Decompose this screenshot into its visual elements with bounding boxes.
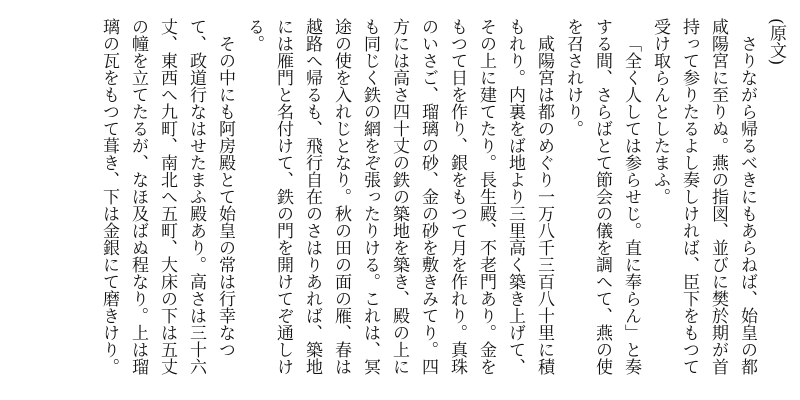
- section-heading: (原文): [766, 18, 786, 66]
- paragraph-3: 咸陽宮は都のめぐり一万八千三百八十里に積もれり。内裏をば地より三里高く築き上げて、その上に建てたり。長生殿、不老門あり。金をもつて日を作り、銀をもつて月を作れり。真珠のいさご、瑠璃の砂、金の砂を敷きみてり。四方には高さ四十丈の鉄の築地を築き、殿の上にも同じく鉄の網をぞ張ったりける。これは、冥途の使を入れじとなり。秋の田の面の雁、春は越路へ帰るも、飛行自在のさはりあれば、築地には雁門と名付けて、鉄の門を開けてぞ通しける。: [244, 18, 554, 375]
- paragraph-4: その中にも阿房殿とて始皇の常は行幸なつて、政道行なはせたまふ殿あり。高さは三十六丈、東西へ九町、南北へ五町、大床の下は五丈の幢を立てたるが、なほ及ばぬ程なり。上は瑠璃の瓦をもつて葺き、下は金銀にて磨きけり。: [99, 18, 235, 375]
- paragraph-1: さりながら帰るべきにもあらねば、始皇の都咸陽宮に至りぬ。燕の指図、並びに樊於期が首持って参りたるよし奏しければ、臣下をもつて受け取らんとしたまふ。: [650, 18, 757, 375]
- paragraph-2: 「全く人しては参らせじ。直に奉らん」と奏する間、さらばとて節会の儀を調へて、燕の使を召されけり。: [563, 18, 641, 375]
